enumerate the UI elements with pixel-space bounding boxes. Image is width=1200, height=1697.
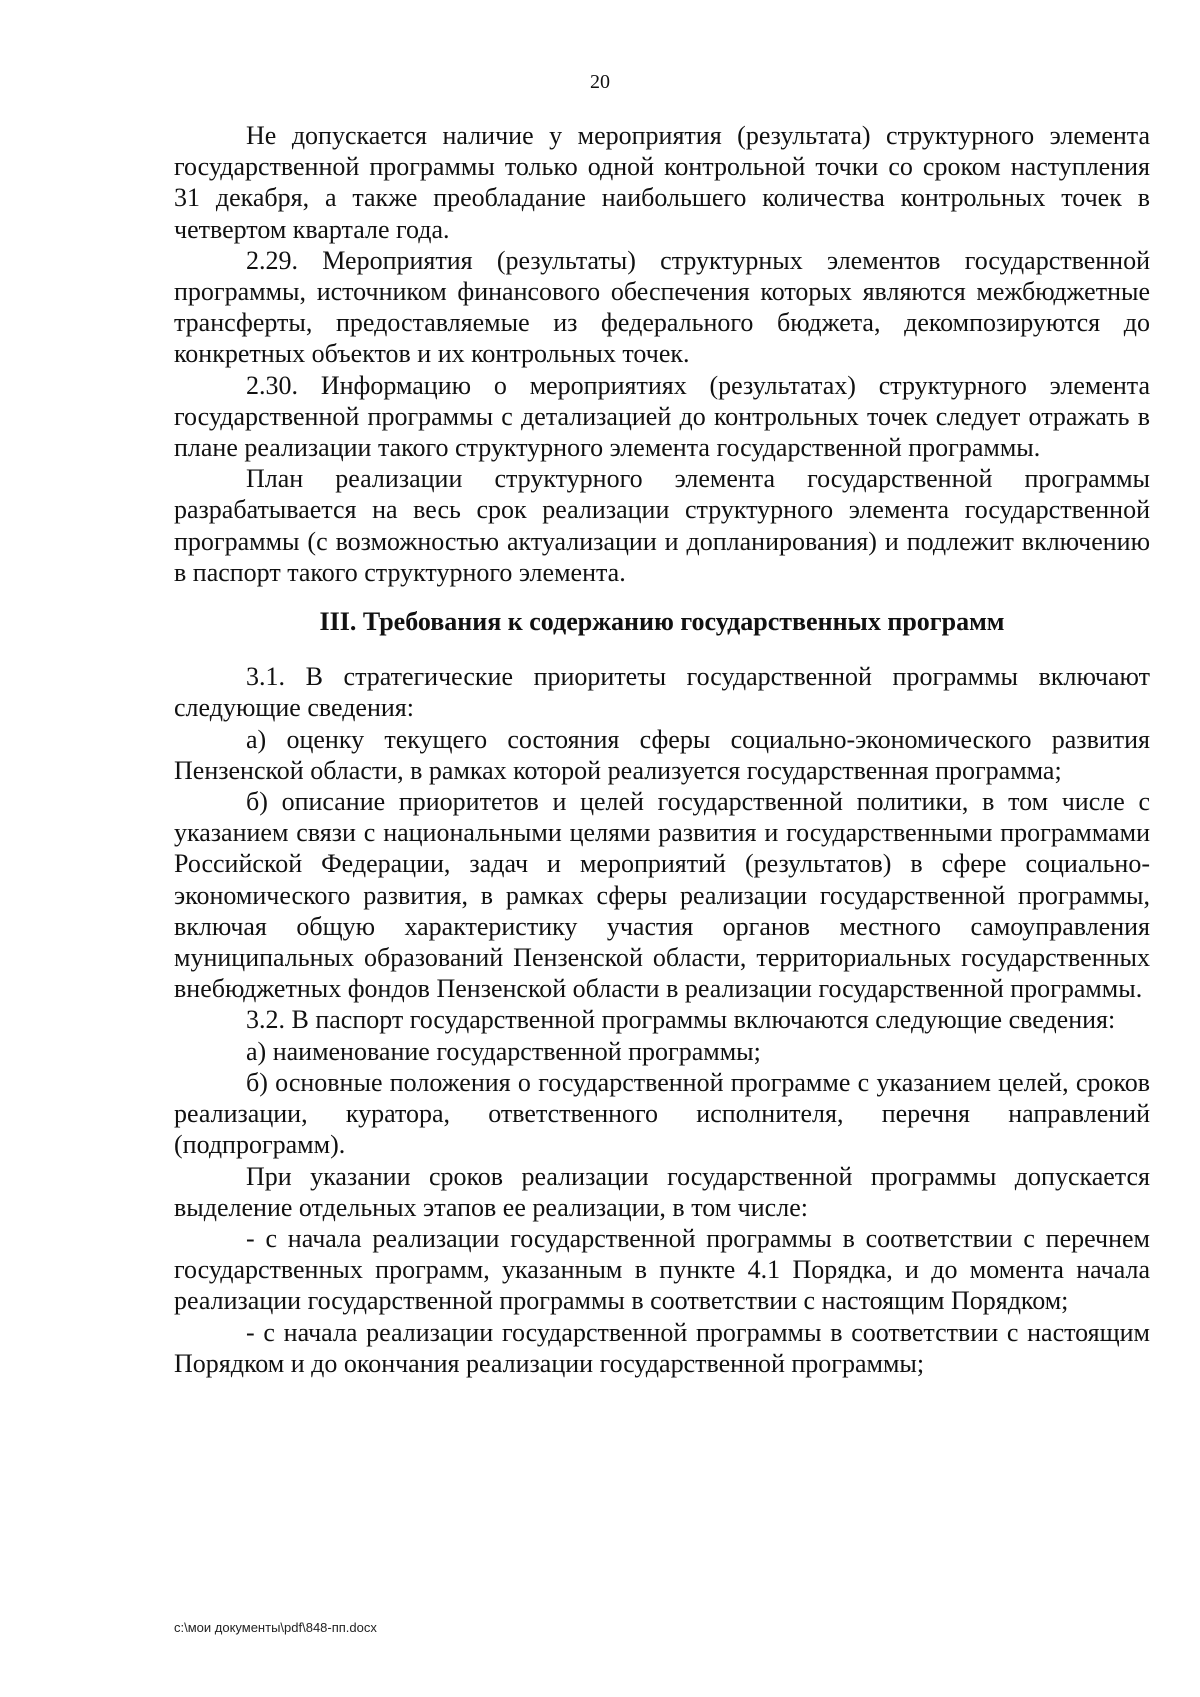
paragraph: Не допускается наличие у мероприятия (результата) структурного элемента государственной программы только одной контрольной точки со сроком наступления 31 декабря, а также преобладание наибольшего количества контрольных точек в четвертом квартале года. (174, 121, 1150, 244)
paragraph: 3.1. В стратегические приоритеты государственной программы включают следующие сведения: (174, 662, 1150, 723)
document-body (174, 120, 1150, 1379)
page-number: 20 (590, 71, 610, 93)
paragraph: 2.30. Информацию о мероприятиях (результатах) структурного элемента государственной программы с детализацией до контрольных точек следует отражать в плане реализации такого структурного элемента государственной программы. (174, 370, 1150, 463)
paragraph: б) основные положения о государственной программе с указанием целей, сроков реализации, куратора, ответственного исполнителя, перечня направлений (подпрограмм). (174, 1067, 1150, 1160)
section-heading: III. Требования к содержанию государственных программ (319, 607, 1005, 637)
paragraph: При указании сроков реализации государственной программы допускается выделение отдельных этапов ее реализации, в том числе: (174, 1161, 1150, 1222)
paragraph: - с начала реализации государственной программы в соответствии с настоящим Порядком и до окончания реализации государственной программы; (174, 1317, 1150, 1378)
paragraph: а) наименование государственной программы; (246, 1036, 761, 1066)
paragraph: - с начала реализации государственной программы в соответствии с перечнем государственных программ, указанным в пункте 4.1 Порядка, и до момента начала реализации государственной программы в соответствии с настоящим Порядком; (174, 1223, 1150, 1316)
paragraph: План реализации структурного элемента государственной программы разрабатывается на весь срок реализации структурного элемента государственной программы (с возможностью актуализации и допланирования) и подлежит включению в паспорт такого структурного элемента. (174, 464, 1150, 587)
paragraph: 3.2. В паспорт государственной программы включаются следующие сведения: (246, 1005, 1116, 1035)
paragraph: б) описание приоритетов и целей государственной политики, в том числе с указанием связи с национальными целями развития и государственными программами Российской Федерации, задач и мероприятий (результатов) в сфере социально-экономического развития, в рамках сферы реализации государственной программы, включая общую характеристику участия органов местного самоуправления муниципальных образований Пензенской области, территориальных государственных внебюджетных фондов Пензенской области в реализации государственной программы. (174, 787, 1150, 1004)
paragraph: а) оценку текущего состояния сферы социально-экономического развития Пензенской области, в рамках которой реализуется государственная программа; (174, 724, 1150, 785)
paragraph: 2.29. Мероприятия (результаты) структурных элементов государственной программы, источником финансового обеспечения которых являются межбюджетные трансферты, предоставляемые из федерального бюджета, декомпозируются до конкретных объектов и их контрольных точек. (174, 245, 1150, 369)
footer-file-path: c:\мои документы\pdf\848-пп.docx (174, 1620, 377, 1635)
